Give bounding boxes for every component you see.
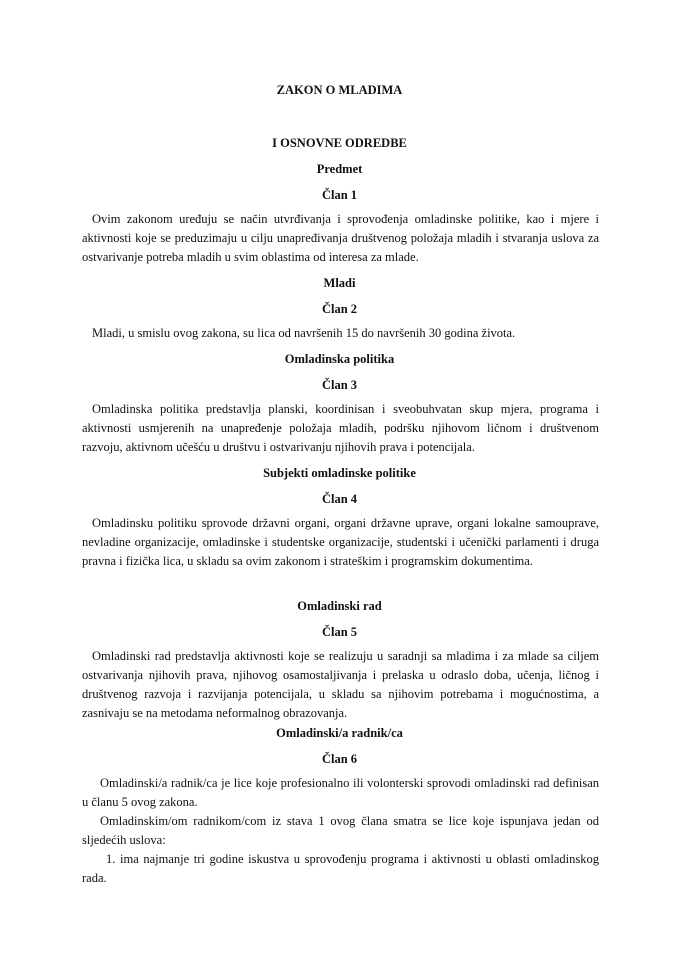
article-text: Ovim zakonom uređuju se način utvrđivanja i sprovođenja omladinske politike, kao i mjere i aktivnosti koje se preduzimaju u cilju unapređivanja društvenog položaja mladih i stvaranja uslova za ostvarivanje potreba mladih u svim oblastima od interesa za mlade. xyxy=(82,212,599,264)
chapter-title: I OSNOVNE ODREDBE xyxy=(272,136,407,150)
article-number: Član 2 xyxy=(321,302,358,316)
article-text: Omladinsku politiku sprovode državni organi, organi državne uprave, organi lokalne samouprave, nevladine organizacije, omladinske i studentske organizacije, studentski i učenički parlamenti i druga pravna i fizička lica, u skladu sa ovim zakonom i strateškim i programskim dokumentima. xyxy=(82,516,599,568)
article-number: Član 3 xyxy=(321,378,358,392)
article-number: Član 5 xyxy=(321,625,358,639)
article-number: Član 1 xyxy=(321,188,358,202)
section-heading: Predmet xyxy=(316,162,363,176)
list-item: 1. ima najmanje tri godine iskustva u sprovođenju programa i aktivnosti u oblasti omladinskog rada. xyxy=(82,852,599,885)
section-heading: Omladinska politika xyxy=(284,352,395,366)
article-text: Omladinski rad predstavlja aktivnosti koje se realizuju u saradnji sa mladima i za mlade sa ciljem ostvarivanja njihovih prava, njihovog osamostaljivanja i prelaska u odraslo doba, učenja, ličnog i društvenog razvoja i razvijanja potencijala, u skladu sa njihovim potrebama i mogućnostima, a zasnivaju se na metodama neformalnog obrazovanja. xyxy=(82,649,599,720)
section-heading: Subjekti omladinske politike xyxy=(263,466,416,480)
section-heading: Omladinski rad xyxy=(297,599,382,613)
article-text: Omladinski/a radnik/ca je lice koje profesionalno ili volonterski sprovodi omladinski rad definisan u članu 5 ovog zakona. xyxy=(82,776,599,809)
article-number: Član 4 xyxy=(321,492,358,506)
article-text: Mladi, u smislu ovog zakona, su lica od navršenih 15 do navršenih 30 godina života. xyxy=(92,326,516,340)
section-heading: Mladi xyxy=(323,276,356,290)
article-number: Član 6 xyxy=(321,752,358,766)
law-title: ZAKON O MLADIMA xyxy=(276,83,403,97)
section-heading: Omladinski/a radnik/ca xyxy=(276,726,403,740)
article-text: Omladinska politika predstavlja planski, koordinisan i sveobuhvatan skup mjera, programa i aktivnosti usmjerenih na unapređenje položaja mladih, podršku njihovom ličnom i društvenom razvoju, aktivnom učešću u društvu i ostvarivanju njihovih prava i potencijala. xyxy=(82,402,599,454)
article-text: Omladinskim/om radnikom/com iz stava 1 ovog člana smatra se lice koje ispunjava jedan od sljedećih uslova: xyxy=(82,814,599,847)
